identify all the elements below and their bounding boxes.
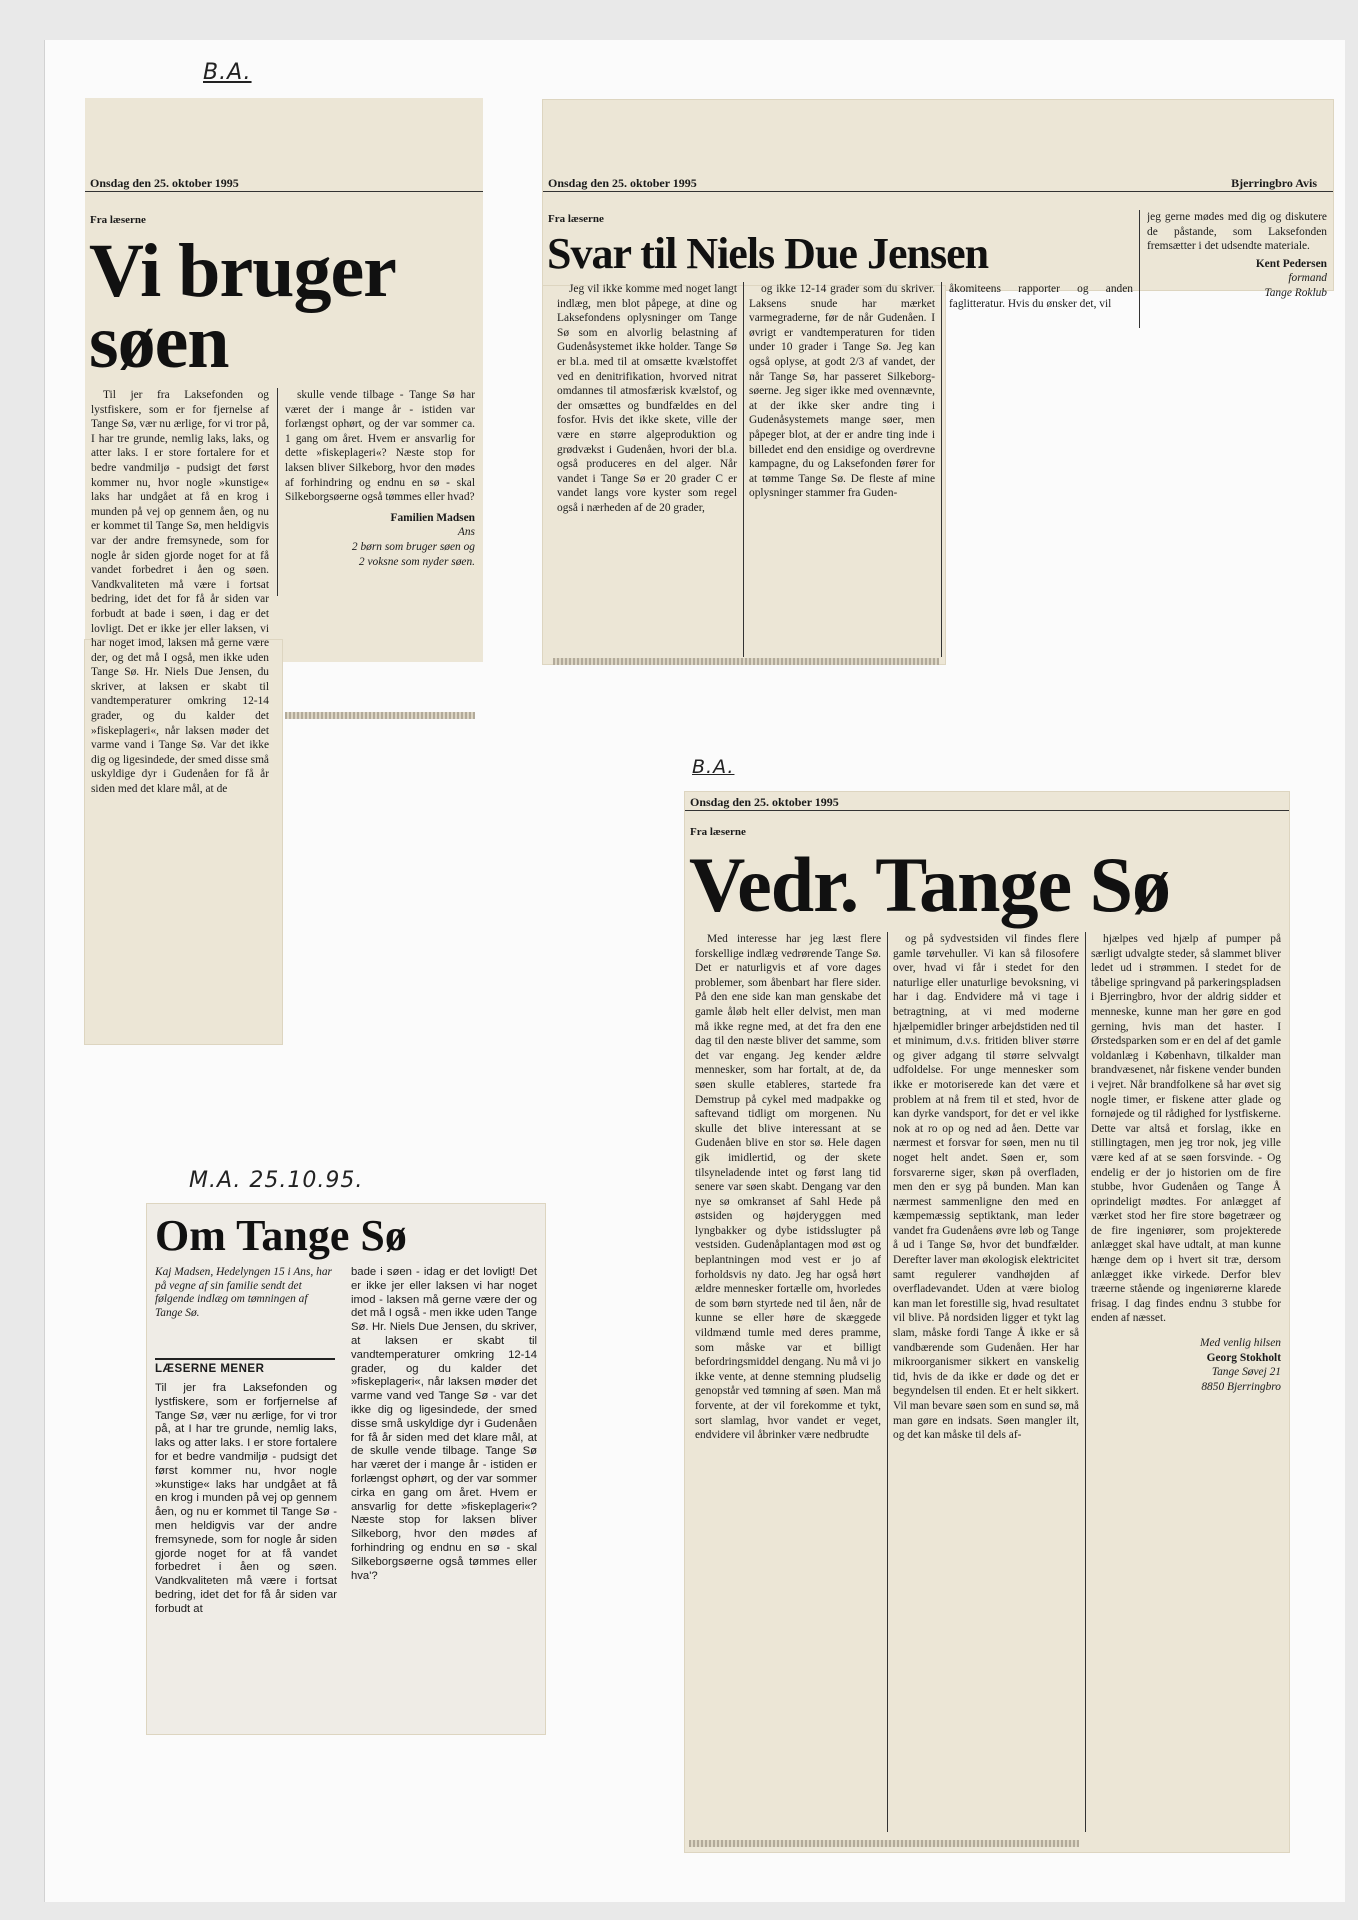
- clip4-content: [147, 1204, 545, 1734]
- clip3-content: [685, 792, 1289, 1852]
- clip2-bottom-stripe: [553, 658, 939, 665]
- clip2-date: Onsdag den 25. oktober 1995: [548, 176, 697, 190]
- clip1-signature-name: Familien Madsen: [390, 511, 475, 524]
- clip2-dateline: [543, 175, 1333, 192]
- clip1-signature-note2: 2 voksne som nyder søen.: [358, 555, 475, 568]
- clip3-column-2-text: og på sydvestsiden vil findes flere gamle tørvehuller. Vi kan så filosofere over, hvad vi får i stedet for den naturlige eller unaturlige bevoksning, vi har i dag. Endvidere må vi tage i betragtning, at vi med moderne hjælpemidler bringer arbejdstiden ned til et minimum, d.v.s. fritiden bliver større og giver adgang til større selvvalgt udfoldelse. For unge mennesker som ikke er motoriserede kan det være et problem at nå frem til et sted, hvor de kan dyrke vandsport, for det er vel ikke nok at ro op og ned ad åen. Dette var nærmest et forsvar for søen, men nu til noget helt andet. Søen er, som forsvarerne siger, skøn på overfladen, men den er syg på bunden. Man kan nærmest sammenligne den med en kæmpemæssig septiktank, man leder vandet fra Gudenåens øvre løb og Tange å ud i Tange Sø, hvor det bundfælder. Derefter laver man økologisk elektricitet samt regulerer vandhøjden af overfladevandet. Uden at være biolog kan man let forestille sig, hvad resultatet vil blive. På nordsiden ligger et tykt lag slam, måske fordi Tange Å ikke er så vandbærende som Gudenåen. Her har mikroorganismer sikkert en vanskelig tid, hvis de da ikke er døde og det er begyndelsen til enden. Et er helt sikkert. Vil man bevare søen som en sund sø, må man gøre en indsats. Søen mangler ilt, og det kan måske til dels af-: [893, 933, 1079, 1442]
- clip4-column-1: [155, 1382, 337, 1728]
- clip1-column-2-text: skulle vende tilbage - Tange Sø har været der i mange år - istiden var forlængst ophørt, og der var sommer ca. 1 gang om året. Hvem er ansvarlig for dette »fiskeplageri«? Næste stop for laksen bliver Silkeborg, hvor den mødes af forhindring og endnu en sø - skal Silkeborgsøerne også tømmes eller hvad?: [285, 389, 475, 504]
- clip1-signature-note1: 2 børn som bruger søen og: [351, 540, 475, 553]
- scrapbook-page: [44, 40, 1345, 1902]
- clip4-column-2-text: bade i søen - idag er det lovligt! Det er ikke jer eller laksen vi har noget imod - laksen må gerne være der og det må I også - men ikke uden Tange Sø. Hr. Niels Due Jensen, du skriver, at laksen er skabt til vandtemperaturer omkring 12-14 grader, og du kalder det »fiskeplageri«, når laksen møder det varme vand ved Tange Sø - var det ikke dig og ligesindede, der smed disse små uskyldige dyr i Gudenåen for få år siden med det klare mål, at de skulle vende tilbage. Tange Sø har været der i mange år - istiden er forlængst ophørt, og der var sommer cirka en gang om året. Hvem er ansvarlig for dette »fiskeplageri«? Næste stop for laksen bliver Silkeborg, hvor den mødes af forhindring og endnu en sø - skal Silkeborgsøerne også tømmes eller hva'?: [351, 1266, 537, 1582]
- clip2-rule-2: [941, 282, 942, 657]
- clip2-rule-1: [743, 282, 744, 657]
- clip3-dateline: [685, 794, 1289, 811]
- clip1-column-2: [285, 388, 475, 666]
- clip1-headline-line2: søen: [89, 300, 229, 384]
- clip3-date: Onsdag den 25. oktober 1995: [690, 795, 839, 809]
- clip3-column-3-text: hjælpes ved hjælp af pumper på særligt udvalgte steder, så slammet bliver ledet ud i strømmen. I stedet for de tåbelige springvand på parkeringspladsen i Bjerringbro, hvor der aldrig sidder et menneske, kunne man her gøre en god gerning, hvis man det haster. I Ørstedsparken som er en del af det gamle voldanlæg i København, tilkalder man brandvæsenet, når fiskene vender bunden i vejret. Når brandfolkene så har øvet sig nogle timer, er fiskene atter glade og fornøjede og til rådighed for lystfiskerne. Dette var altså et forslag, ikke en stillingtagen, men jeg tror nok, jeg ville være ked af at se søen forsvinde. - Og endelig er der jo historien om de fire stubbe, hvor Gudenåen og Tange Å oprindeligt mødtes. For anlægget af værket stod her fire store bøgetræer og de fire ingeniører, som projekterede anlægget skal have udtalt, at man kunne hænge dem op i hvert sit træ, dersom anlægget ikke virkede. Derfor blev træerne stående og ingeniørerne klarede frisag. I dag findes endnu 3 stubbe for enden af næsset.: [1091, 933, 1281, 1325]
- clip2-signature-name: Kent Pedersen: [1255, 257, 1327, 270]
- clip4-column-1-text: Til jer fra Laksefonden og lystfiskere, som er forfjernelse af Tange Sø, vær nu ærlige, for vi tror på, at I har tre grunde, nemlig laks, laks og atter laks. I er store fortalere for et bedre vandmiljø - pudsigt det først kommer nu, hvor nogle »kunstige« laks har undgået at få en krog i munden på vej op gennem åen, og nu er kommet til Tange Sø - men heldigvis var der andre fremsynede, som for nogle år siden gjorde noget for at få vandet forbedret i åen og søen. Vandkvaliteten må være i fortsat bedring, idet det for få år siden var forbudt at: [155, 1382, 337, 1615]
- clip1-column-1: [91, 388, 269, 1040]
- clip3-signature-city: 8850 Bjerringbro: [1201, 1380, 1281, 1393]
- handwritten-note-middle: B.A.: [692, 756, 735, 778]
- clip1-content: [85, 98, 483, 1044]
- clip1-kicker: Fra læserne: [90, 214, 146, 226]
- handwritten-note-top: B.A.: [203, 60, 252, 85]
- clip4-deck: Kaj Madsen, Hedelyngen 15 i Ans, har på vegne af sin familie sendt det følgende indlæg om tømningen af Tange Sø.: [155, 1266, 332, 1319]
- clip2-column-1-text: Jeg vil ikke komme med noget langt indlæg, men blot påpege, at dine og Laksefondens oplysninger om Tange Sø som en alvorlig belastning af Gudenåsystemet ikke holder. Tange Sø er bl.a. med til at omsætte kvælstoffet ved en denitrifikation, hvorved nitrat omdannes til atmosfærisk kvælstof, og der omsættes og bundfældes en del fosfor. Hvis det ikke skete, ville der være en større algeproduktion og grødvækst i Gudenåen, hvori der bl.a. også produceres en del alger. Når vandet i Tange Sø er 20 grader C er vandet langs vore kyster som regel også i nærheden af de 20 grader,: [557, 283, 737, 514]
- clip3-signature-greeting: Med venlig hilsen: [1200, 1337, 1281, 1350]
- clip2-column-3: [949, 282, 1133, 330]
- clip3-column-1-text: Med interesse har jeg læst flere forskellige indlæg vedrørende Tange Sø. Det er naturligvis et af vore dages problemer, som åbenbart har flere sider. På den ene side kan man genskabe det gamle åløb helt eller delvist, men man må ikke regne med, at det fra den ene dag til den næste bliver det samme, som det var engang. Jeg kender ældre mennesker, som har fortalt, at de, da søen skulle etableres, startede fra Demstrup på cykel med madpakke og saftevand tidligt om morgenen. Nu skulle det blive interessant at se Gudenåen blive en stor sø. Hele dagen gik imidlertid, og der skete tilsyneladende intet og først lang tid senere var søen skabt. Dengang var den nye sø omkranset af Sahl Hede på østsiden og højderyggen med lyngbakker og dybe istidsslugter på vestsiden. Gudenåplantagen mod øst og beplantningen mod vest er jo af forholdsvis ny dato. Jeg har også hørt ældre mennesker fortælle om, hvorledes de som børn styrtede ned til åen, når de kunne se eller høre de skæggede vildmænd tumle med deres pramme, som måske var et billigt befordringsmiddel dengang. Nu må vi jo ikke vente, at denne stemning pludselig genopstår ved tømning af søen. Man må forvente, at der vil forekomme et tykt, sort slamlag, hvor vandet er veget, endvidere vil åbrinker være nedbrudte: [695, 933, 881, 1442]
- clip3-bottom-stripe: [689, 1840, 1079, 1847]
- clip1-column-1-text: Til jer fra Laksefonden og lystfiskere, som er for fjernelse af Tange Sø, vær nu ærlige, for vi tror på, I har tre grunde, nemlig laks, laks, og atter laks. I er store fortalere for et bedre vandmiljø - pudsigt det først kommer nu, hvor nogle »kunstige« laks har undgået at få en krog i munden på vej op gennem åen, og nu er kommet til Tange Sø, men heldigvis var der andre fremsynede, som for nogle år siden gjorde noget for at få vandet forbedret i åen og søen. Vandkvaliteten må være i fortsat bedring, idet det for få år siden var forbudt at bade i søen, i dag er det lovligt. Det er ikke jer eller laksen, vi har noget imod, laksen må gerne være der, og det må I også, men ikke uden Tange Sø. Hr. Niels Due Jensen, du skriver, at laksen er skabt til vandtemperaturer omkring 12-14 grader, og du kalder det »fiskeplageri«, når laksen møder det varme vand i Tange Sø. Var det ikke dig og ligesindede, der smed disse små uskyldige dyr i Gudenåen for få år siden med det klare mål, at de: [91, 389, 269, 796]
- handwritten-note-bottom: M.A. 25.10.95.: [189, 1168, 364, 1193]
- clip2-signature-org: Tange Roklub: [1264, 286, 1327, 299]
- clip2-content: [543, 100, 1333, 666]
- clip3-headline: Vedr. Tange Sø: [689, 841, 1170, 928]
- clip3-column-2: [893, 932, 1079, 1838]
- clip3-rule-2: [1085, 932, 1086, 1832]
- clip2-kicker: Fra læserne: [548, 213, 604, 225]
- clip2-rule-3: [1139, 210, 1140, 328]
- clip1-date: Onsdag den 25. oktober 1995: [90, 176, 239, 190]
- clip2-column-4-text: jeg gerne mødes med dig og diskutere de påstande, som Laksefonden fremsætter i det udsendte materiale.: [1147, 211, 1327, 253]
- clip4-section-label: LÆSERNE MENER: [155, 1358, 335, 1375]
- clip3-kicker: Fra læserne: [690, 826, 746, 838]
- clip1-bottom-stripe: [285, 712, 475, 719]
- clip4-headline: Om Tange Sø: [155, 1211, 407, 1260]
- clip2-column-2-text: og ikke 12-14 grader som du skriver. Laksens snude har mærket varmegraderne, før de når Gudenåen. I øvrigt er vandtemperaturen for tiden under 10 grader i Tange Sø. Jeg kan også oplyse, at godt 2/3 af vandet, der når Tange Sø, har passeret Silkeborg-søerne. Jeg siger ikke med ovennævnte, at der ikke sker andre ting i Gudenåsystemets mange søer, men påpeger blot, at der er andre ting inde i billedet end den ensidige og overdrevne kampagne, du og Laksefonden fører for at tømme Tange Sø. De fleste af mine oplysninger stammer fra Guden-: [749, 283, 935, 500]
- clip2-column-4: [1147, 210, 1327, 338]
- clip1-signature-place: Ans: [457, 526, 475, 539]
- clip2-column-3-text: åkomiteens rapporter og anden faglitteratur. Hvis du ønsker det, vil: [949, 283, 1133, 310]
- clip2-column-2: [749, 282, 935, 660]
- clip3-signature-street: Tange Søvej 21: [1211, 1366, 1281, 1379]
- clip2-paper: Bjerringbro Avis: [1231, 176, 1317, 190]
- clip1-headline-line1: Vi bruger: [89, 229, 396, 313]
- clip3-signature-name: Georg Stokholt: [1206, 1351, 1281, 1364]
- clip2-headline: Svar til Niels Due Jensen: [547, 229, 989, 278]
- clip2-column-1: [557, 282, 737, 660]
- clip3-rule-1: [887, 932, 888, 1832]
- clip1-dateline: [85, 175, 483, 192]
- clip3-column-1: [695, 932, 881, 1838]
- clip2-signature-title: formand: [1288, 272, 1327, 285]
- clip1-column-rule: [277, 388, 278, 596]
- clip4-column-2: [351, 1266, 537, 1728]
- clip3-column-3: [1091, 932, 1281, 1732]
